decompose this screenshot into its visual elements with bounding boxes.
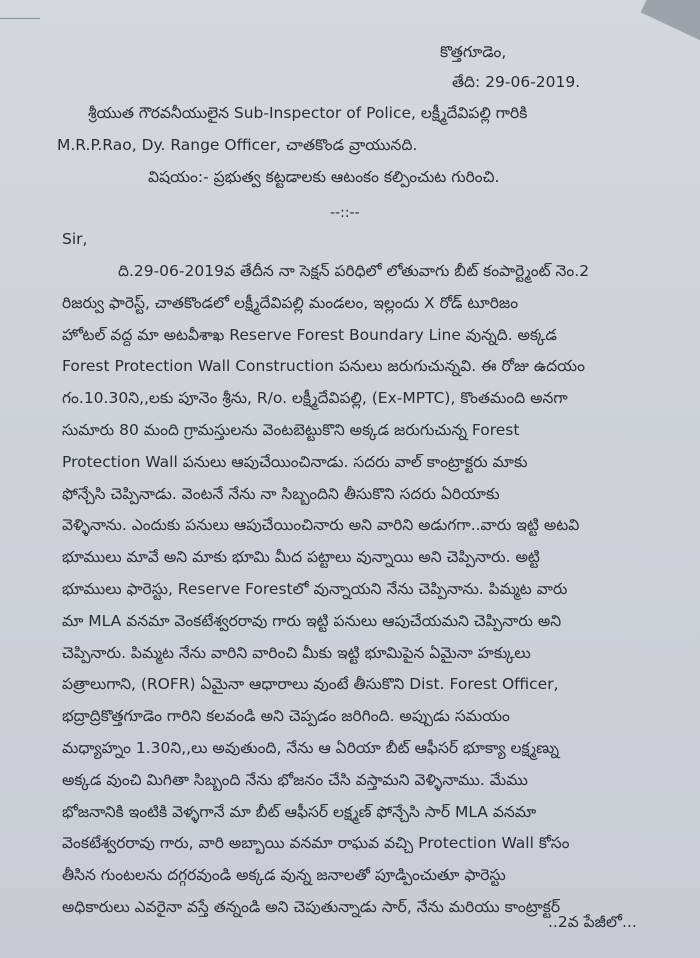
paper-mark	[0, 18, 40, 19]
body-line: రిజర్వు ఫారెస్ట్, చాతకొండలో లక్ష్మీదేవిపల్లి మండలం, ఇల్లందు X రోడ్ టూరిజం	[62, 293, 519, 312]
body-line: గం.10.30ని,,లకు పూనెం శ్రీను, R/o. లక్ష్మీదేవిపల్లి, (Ex-MPTC), కొంతమంది అనగా	[62, 389, 568, 408]
body-line: అధికారులు ఎవరైనా వస్తే తన్నండి అని చెపుతున్నాడు సార్, నేను మరియు కాంట్రాక్టర్	[62, 898, 561, 916]
address-line-2: M.R.P.Rao, Dy. Range Officer, చాతకొండ వ్రాయునది.	[57, 136, 418, 154]
letter-date: తేది: 29-06-2019.	[452, 73, 581, 91]
body-line: Protection Wall పనులు ఆపుచేయించినాడు. సదరు వాల్ కాంట్రాక్టరు మాకు	[62, 452, 528, 471]
body-line: హోటల్ వద్ద మా అటవీశాఖ Reserve Forest Boundary Line వున్నది. అక్కడ	[62, 325, 558, 344]
letter-place: కొత్తగూడెం,	[440, 43, 507, 61]
body-line: చెప్పినారు. పిమ్మట నేను వారిని వారించి మీకు ఇట్టి భూమిపైన ఏమైనా హక్కులు	[62, 643, 531, 662]
body-line: Forest Protection Wall Construction పనులు జరుగుచున్నవి. ఈ రోజు ఉదయం	[62, 357, 585, 376]
body-line: భోజనానికి ఇంటికి వెళ్ళగానే మా బీట్ ఆఫీసర్ లక్ష్మణ్ ఫోన్చేసి సార్ MLA వనమా	[62, 802, 537, 821]
body-line: భద్రాద్రికొత్తగూడెం గారిని కలవండి అని చెప్పడం జరిగింది. అప్పుడు సమయం	[62, 707, 510, 726]
body-line: సుమారు 80 మంది గ్రామస్తులను వెంటబెట్టుకొని అక్కడ జరుగుచున్న Forest	[62, 421, 520, 439]
body-line: అక్కడ వుంచి మిగితా సిబ్బంది నేను భోజనం చేసి వస్తామని వెళ్ళినాము. మేము	[62, 770, 528, 789]
body-line: భూములు మావే అని మాకు భూమి మీద పట్టాలు వున్నాయి అని చెప్పినారు. అట్టి	[62, 548, 540, 567]
body-line: తీసిన గుంటలను దగ్గరవుండి అక్కడ వున్న జనాలతో పూడ్పించుతూ ఫారెస్టు	[62, 866, 506, 885]
body-line: భూములు ఫారెస్టు, Reserve Forestలో వున్నాయని నేను చెప్పినాను. పిమ్మట వారు	[62, 580, 568, 598]
body-line: ది.29-06-2019వ తేదీన నా సెక్షన్ పరిధిలో లోతువాగు బీట్ కంపార్ట్మెంట్ నెం.2	[118, 262, 590, 280]
page-corner	[641, 0, 700, 42]
body-line: మా MLA వనమా వెంకటేశ్వరరావు గారు ఇట్టి పనులు ఆపుచేయమని చెప్పినారు అని	[62, 611, 562, 630]
salutation: Sir,	[62, 230, 88, 248]
body-line: వెంకటేశ్వరరావు గారు, వారి అబ్బాయి వనమా రాఘవ వచ్చి Protection Wall కోసం	[62, 834, 570, 853]
page-continuation: ..2వ పేజీలో...	[548, 913, 637, 931]
body-line: పత్రాలుగాని, (ROFR) ఏమైనా ఆధారాలు వుంటే తీసుకొని Dist. Forest Officer,	[62, 675, 559, 694]
separator: --::--	[330, 205, 360, 221]
body-line: మధ్యాహ్నం 1.30ని,,లు అవుతుంది, నేను ఆ ఏరియా బీట్ ఆఫీసర్ భూక్యా లక్ష్మణ్ను	[62, 739, 559, 757]
subject-line: విషయం:- ప్రభుత్వ కట్టడాలకు ఆటంకం కల్పించుట గురించి.	[148, 168, 500, 186]
body-line: ఫోన్చేసి చెప్పినాడు. వెంటనే నేను నా సిబ్బందిని తీసుకొని సదరు ఏరియాకు	[62, 484, 500, 503]
address-line-1: శ్రీయుత గౌరవనీయులైన Sub-Inspector of Police, లక్ష్మీదేవిపల్లి గారికి	[88, 104, 528, 122]
body-line: వెళ్ళినాను. ఎందుకు పనులు ఆపుచేయించినారు అని వారిని అడుగగా..వారు ఇట్టి అటవి	[62, 516, 580, 535]
